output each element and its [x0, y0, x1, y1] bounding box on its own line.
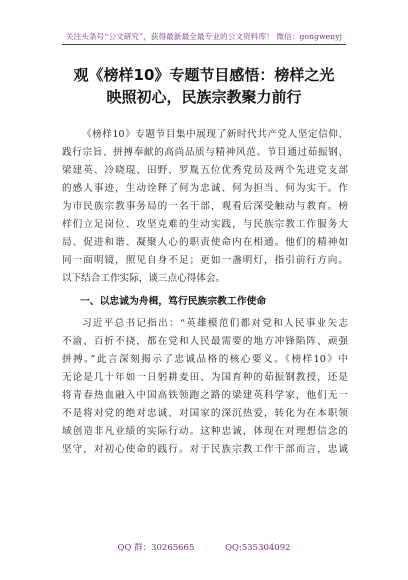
paragraph-2-line-7: 域创造非凡业绩的实际行动。这种忠诚，体现在对理想信念的	[62, 426, 348, 437]
title-line-1: 观《榜样10》专题节目感悟：榜样之光	[73, 66, 335, 84]
paragraph-2-line-6: 不是将对党的绝对忠诚、对国家的深沉热爱，转化为在本职领	[62, 408, 348, 419]
paragraph-1-line-8: 同一面明镜，照见自身不足；更如一盏明灯，指引前行方向。	[62, 255, 348, 266]
footer-qq-group: QQ 群：30265665	[117, 543, 195, 553]
title-line-2: 映照初心，民族宗教聚力前行	[106, 88, 302, 106]
paragraph-2-line-8: 坚守，对初心使命的践行。对于民族宗教工作干部而言，忠诚	[62, 444, 348, 455]
document-title	[40, 64, 368, 108]
paragraph-2-line-3: 拼搏。”此言深刻揭示了忠诚品格的核心要义。《榜样10》中	[62, 354, 348, 365]
footer-contact	[0, 543, 408, 554]
paragraph-1-line-3: 梁建英、冷晓琨、田野、罗胤五位优秀党员及两个先进党支部	[62, 165, 348, 176]
paragraph-2-line-5: 将青春热血融入中国高铁领跑之路的梁建英科学家，他们无一	[62, 390, 348, 401]
paragraph-1-line-6: 样们立足岗位、攻坚克难的生动实践，与民族宗教工作服务大	[62, 219, 348, 230]
paragraph-1-line-2: 践行宗旨、拼搏奉献的高尚品质与精神风范。节目通过茹振钢、	[62, 147, 348, 158]
paragraph-1-line-9: 以下结合工作实际，谈三点心得体会。	[62, 273, 226, 284]
header-note: 关注头条号“公文研究”，获得最新最全最专业的公文资料库！ 微信：gongwenyj	[65, 32, 343, 41]
footer-qq: QQ:535304092	[225, 543, 291, 553]
header-divider	[62, 44, 346, 45]
section-1-heading: 一、以忠诚为舟楫，笃行民族宗教工作使命	[80, 296, 267, 307]
paragraph-2-line-1: 习近平总书记指出：“英雄模范们都对党和人民事业矢志	[82, 318, 348, 329]
paragraph-1-line-5: 为市民族宗教事务局的一名干部，观看后深受触动与教育。榜	[62, 201, 348, 212]
paragraph-2-line-2: 不渝、百折不挠，都在党和人民最需要的地方冲锋陷阵、顽强	[62, 336, 348, 347]
paragraph-1-line-7: 局、促进和谐、凝聚人心的职责使命内在相通。他们的精神如	[62, 237, 348, 248]
paragraph-1-line-1: 《榜样10》专题节目集中展现了新时代共产党人坚定信仰、	[82, 129, 348, 140]
paragraph-1-line-4: 的感人事迹，生动诠释了何为忠诚、何为担当、何为实干。作	[62, 183, 348, 194]
paragraph-2-line-4: 无论是几十年如一日躬耕麦田、为国育种的茹振钢教授，还是	[62, 372, 348, 383]
